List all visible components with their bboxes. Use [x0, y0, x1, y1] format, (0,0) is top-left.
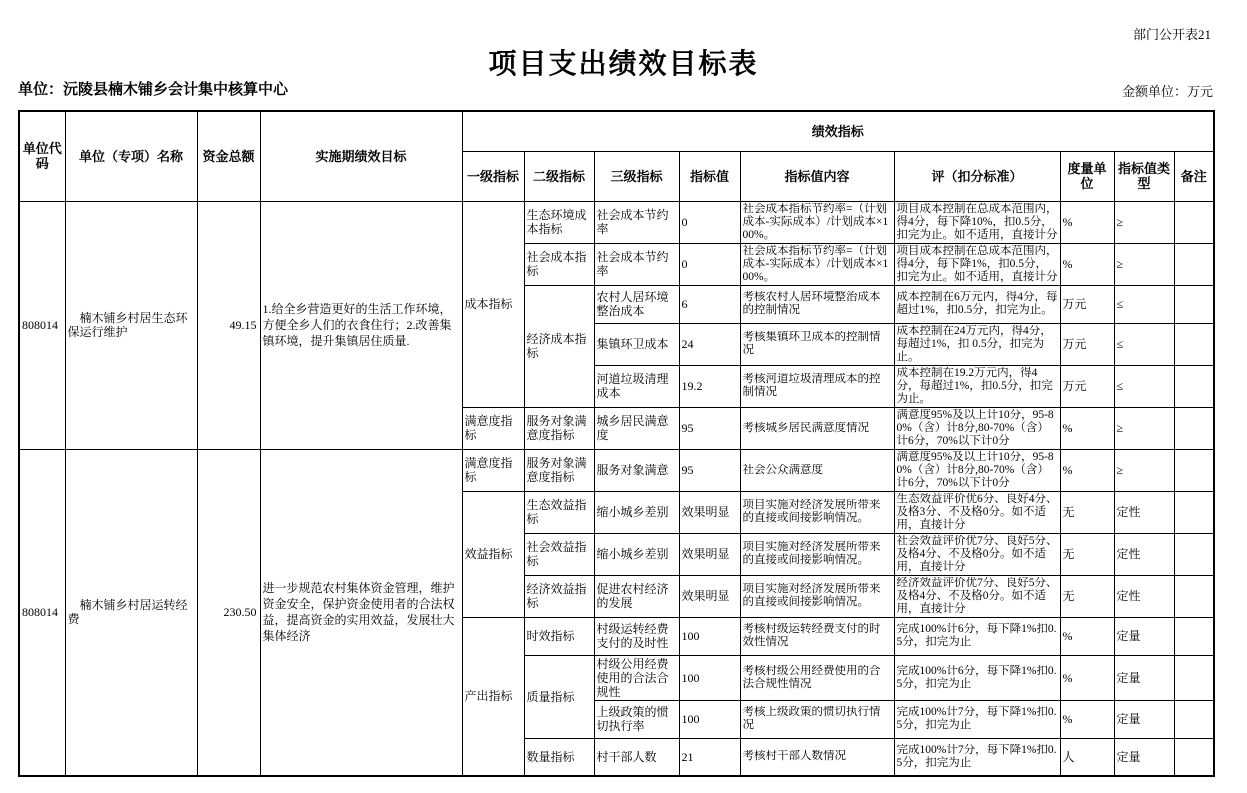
- cell-remark: [1174, 617, 1214, 655]
- cell-score: 完成100%计6分，每下降1%扣0.5分，扣完为止: [894, 617, 1060, 655]
- header-unit-name: 单位（专项）名称: [65, 111, 197, 201]
- cell-score: 完成100%计6分，每下降1%扣0.5分，扣完为止: [894, 655, 1060, 700]
- cell-level2: 时效指标: [524, 617, 594, 655]
- cell-value-content: 考核村干部人数情况: [740, 738, 894, 776]
- doc-number-label: 部门公开表21: [1132, 27, 1211, 42]
- header-level3: 三级指标: [594, 151, 679, 201]
- cell-value: 效果明显: [679, 491, 740, 533]
- header-value: 指标值: [679, 151, 740, 201]
- cell-score: 经济效益评价优7分、良好5分、及格4分、不及格0分。如不适用，直接计分: [894, 575, 1060, 617]
- cell-level3: 缩小城乡差别: [594, 491, 679, 533]
- cell-value-type: 定量: [1114, 617, 1174, 655]
- cell-period-target: 1.给全乡营造更好的生活工作环境，方便全乡人们的衣食住行；2.改善集镇环境，提升集镇居住质量.: [260, 201, 462, 449]
- cell-remark: [1174, 407, 1214, 449]
- cell-remark: [1174, 201, 1214, 243]
- cell-level1: 满意度指标: [462, 449, 524, 491]
- header-unit-code: 单位代码: [19, 111, 65, 201]
- cell-remark: [1174, 449, 1214, 491]
- cell-level3: 农村人居环境整治成本: [594, 285, 679, 323]
- cell-value-content: 考核村级公用经费使用的合法合规性情况: [740, 655, 894, 700]
- page-title: 项目支出绩效目标表: [488, 49, 759, 80]
- cell-level1: 产出指标: [462, 617, 524, 776]
- cell-value-content: 考核村级运转经费支付的时效性情况: [740, 617, 894, 655]
- cell-score: 社会效益评价优7分、良好5分、及格4分、不及格0分。如不适用，直接计分: [894, 533, 1060, 575]
- cell-level2: 社会成本指标: [524, 243, 594, 285]
- cell-level3: 社会成本节约率: [594, 201, 679, 243]
- table-row: [19, 201, 1214, 243]
- cell-project-name: 楠木铺乡村居运转经费: [65, 449, 197, 776]
- cell-score: 完成100%计7分，每下降1%扣0.5分，扣完为止: [894, 700, 1060, 738]
- cell-fund: 230.50: [197, 449, 260, 776]
- cell-value-content: 项目实施对经济发展所带来的直接或间接影响情况。: [740, 491, 894, 533]
- cell-remark: [1174, 285, 1214, 323]
- cell-level3: 缩小城乡差别: [594, 533, 679, 575]
- cell-level3: 服务对象满意: [594, 449, 679, 491]
- header-measure-unit: 度量单位: [1060, 151, 1114, 201]
- cell-score: 成本控制在24万元内，得4分，每超过1%，扣 0.5分，扣完为止。: [894, 323, 1060, 365]
- cell-value-type: ≥: [1114, 449, 1174, 491]
- cell-remark: [1174, 365, 1214, 407]
- cell-level2: 生态环境成本指标: [524, 201, 594, 243]
- cell-score: 生态效益评价优6分、良好4分、及格3分、不及格0分。如不适用，直接计分: [894, 491, 1060, 533]
- cell-project-name: 楠木铺乡村居生态环保运行维护: [65, 201, 197, 449]
- cell-measure-unit: %: [1060, 201, 1114, 243]
- cell-fund: 49.15: [197, 201, 260, 449]
- cell-value-type: 定性: [1114, 533, 1174, 575]
- cell-value-type: ≤: [1114, 365, 1174, 407]
- cell-value-type: 定量: [1114, 655, 1174, 700]
- cell-level1: 成本指标: [462, 201, 524, 407]
- cell-value-content: 考核集镇环卫成本的控制情况: [740, 323, 894, 365]
- header-period-target: 实施期绩效目标: [260, 111, 462, 201]
- cell-value-type: 定量: [1114, 700, 1174, 738]
- cell-level3: 村干部人数: [594, 738, 679, 776]
- header-value-content: 指标值内容: [740, 151, 894, 201]
- header-value-type: 指标值类型: [1114, 151, 1174, 201]
- cell-unit-code: 808014: [19, 201, 65, 449]
- cell-remark: [1174, 491, 1214, 533]
- cell-level2: 经济效益指标: [524, 575, 594, 617]
- cell-value-type: ≤: [1114, 285, 1174, 323]
- cell-remark: [1174, 533, 1214, 575]
- header-remark: 备注: [1174, 151, 1214, 201]
- cell-measure-unit: 人: [1060, 738, 1114, 776]
- cell-value: 6: [679, 285, 740, 323]
- cell-remark: [1174, 700, 1214, 738]
- cell-score: 项目成本控制在总成本范围内，得4分，每下降1%，扣0.5分，扣完为止。如不适用，直接计分: [894, 243, 1060, 285]
- cell-value-content: 社会成本指标节约率=（计划成本-实际成本）/计划成本×100%。: [740, 201, 894, 243]
- cell-value-type: ≥: [1114, 407, 1174, 449]
- cell-value-type: ≥: [1114, 201, 1174, 243]
- cell-value: 100: [679, 617, 740, 655]
- cell-measure-unit: 万元: [1060, 285, 1114, 323]
- header-level1: 一级指标: [462, 151, 524, 201]
- cell-value-content: 社会成本指标节约率=（计划成本-实际成本）/计划成本×100%。: [740, 243, 894, 285]
- cell-level3: 上级政策的惯切执行率: [594, 700, 679, 738]
- cell-measure-unit: 万元: [1060, 365, 1114, 407]
- cell-level1: 效益指标: [462, 491, 524, 617]
- cell-measure-unit: %: [1060, 617, 1114, 655]
- header-scoring: 评（扣分标准）: [894, 151, 1060, 201]
- cell-level3: 村级公用经费使用的合法合规性: [594, 655, 679, 700]
- cell-value-content: 考核河道垃圾清理成本的控制情况: [740, 365, 894, 407]
- cell-value: 100: [679, 655, 740, 700]
- performance-target-table: [18, 110, 1215, 777]
- cell-remark: [1174, 323, 1214, 365]
- cell-level2: 经济成本指标: [524, 285, 594, 407]
- cell-value: 24: [679, 323, 740, 365]
- cell-level2: 质量指标: [524, 655, 594, 738]
- table-row: [19, 449, 1214, 491]
- cell-value-type: 定量: [1114, 738, 1174, 776]
- cell-score: 项目成本控制在总成本范围内，得4分，每下降10%，扣0.5分，扣完为止。如不适用，直接计分: [894, 201, 1060, 243]
- cell-remark: [1174, 575, 1214, 617]
- cell-measure-unit: 万元: [1060, 323, 1114, 365]
- cell-value: 0: [679, 243, 740, 285]
- cell-value: 100: [679, 700, 740, 738]
- cell-level2: 社会效益指标: [524, 533, 594, 575]
- cell-score: 完成100%计7分，每下降1%扣0.5分，扣完为止: [894, 738, 1060, 776]
- amount-unit-label: 金额单位：万元: [1121, 84, 1213, 99]
- cell-measure-unit: 无: [1060, 491, 1114, 533]
- cell-score: 成本控制在6万元内，得4分，每超过1%，扣0.5分，扣完为止。: [894, 285, 1060, 323]
- cell-value-type: ≥: [1114, 243, 1174, 285]
- cell-measure-unit: %: [1060, 407, 1114, 449]
- cell-level2: 服务对象满意度指标: [524, 407, 594, 449]
- cell-measure-unit: %: [1060, 655, 1114, 700]
- cell-remark: [1174, 738, 1214, 776]
- cell-value-content: 考核上级政策的惯切执行情况: [740, 700, 894, 738]
- cell-unit-code: 808014: [19, 449, 65, 776]
- cell-level3: 集镇环卫成本: [594, 323, 679, 365]
- cell-value-content: 项目实施对经济发展所带来的直接或间接影响情况。: [740, 575, 894, 617]
- cell-value-type: 定性: [1114, 575, 1174, 617]
- cell-value-content: 考核农村人居环境整治成本的控制情况: [740, 285, 894, 323]
- cell-score: 成本控制在19.2万元内，得4分，每超过1%，扣0.5分，扣完为止。: [894, 365, 1060, 407]
- header-level2: 二级指标: [524, 151, 594, 201]
- cell-value-content: 社会公众满意度: [740, 449, 894, 491]
- cell-level3: 村级运转经费支付的及时性: [594, 617, 679, 655]
- cell-value-type: 定性: [1114, 491, 1174, 533]
- cell-value: 效果明显: [679, 533, 740, 575]
- cell-level3: 社会成本节约率: [594, 243, 679, 285]
- header-total-fund: 资金总额: [197, 111, 260, 201]
- cell-value: 19.2: [679, 365, 740, 407]
- cell-score: 满意度95%及以上计10分，95-80%（含）计8分,80-70%（含）计6分，70%以下计0分: [894, 449, 1060, 491]
- cell-measure-unit: %: [1060, 449, 1114, 491]
- cell-value-content: 项目实施对经济发展所带来的直接或间接影响情况。: [740, 533, 894, 575]
- cell-value: 0: [679, 201, 740, 243]
- cell-value: 21: [679, 738, 740, 776]
- cell-score: 满意度95%及以上计10分，95-80%（含）计8分,80-70%（含）计6分，70%以下计0分: [894, 407, 1060, 449]
- cell-level2: 服务对象满意度指标: [524, 449, 594, 491]
- cell-period-target: 进一步规范农村集体资金管理，维护资金安全，保护资金使用者的合法权益，提高资金的实用效益，发展壮大集体经济: [260, 449, 462, 776]
- cell-level2: 生态效益指标: [524, 491, 594, 533]
- unit-name-line: 单位：沅陵县楠木铺乡会计集中核算中心: [18, 82, 289, 98]
- cell-level2: 数量指标: [524, 738, 594, 776]
- cell-level1: 满意度指标: [462, 407, 524, 449]
- cell-level3: 河道垃圾清理成本: [594, 365, 679, 407]
- cell-measure-unit: 无: [1060, 575, 1114, 617]
- cell-value: 95: [679, 449, 740, 491]
- cell-value-type: ≤: [1114, 323, 1174, 365]
- cell-value: 95: [679, 407, 740, 449]
- cell-value-content: 考核城乡居民满意度情况: [740, 407, 894, 449]
- cell-measure-unit: %: [1060, 700, 1114, 738]
- cell-level3: 城乡居民满意度: [594, 407, 679, 449]
- header-perf-group: 绩效指标: [462, 111, 1214, 151]
- cell-measure-unit: 无: [1060, 533, 1114, 575]
- cell-value: 效果明显: [679, 575, 740, 617]
- cell-level3: 促进农村经济的发展: [594, 575, 679, 617]
- cell-measure-unit: %: [1060, 243, 1114, 285]
- cell-remark: [1174, 243, 1214, 285]
- cell-remark: [1174, 655, 1214, 700]
